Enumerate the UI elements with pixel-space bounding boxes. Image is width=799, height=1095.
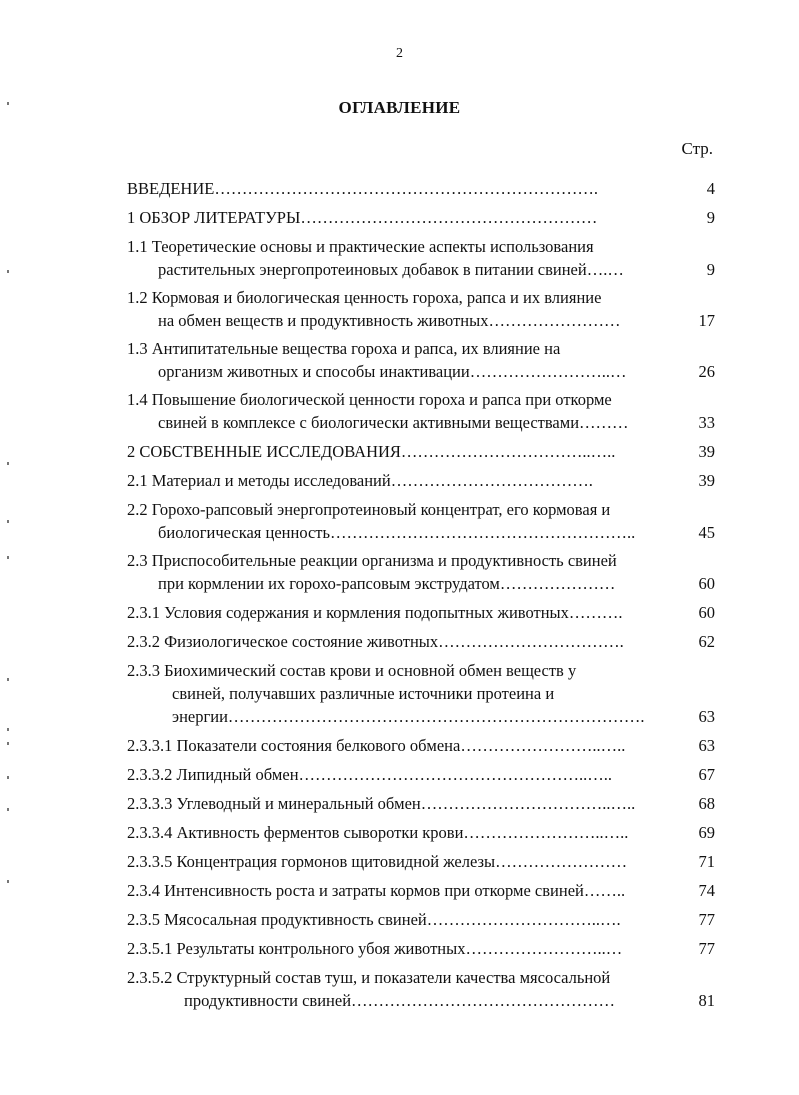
toc-entry-text: 2.3.3.2 Липидный обмен……………………………………………..….. xyxy=(127,765,613,784)
toc-entry-page: 68 xyxy=(698,794,715,813)
toc-entry-2-3-2 xyxy=(127,630,715,653)
toc-entry-1-2 xyxy=(127,286,715,332)
toc-entry-page: 77 xyxy=(698,939,715,958)
toc-entry-text: 2.3.3.4 Активность ферментов сыворотки крови……………………..….. xyxy=(127,823,629,842)
toc-entry-2-3-3-5 xyxy=(127,850,715,873)
toc-entry-text: 2.3.4 Интенсивность роста и затраты кормов при откорме свиней…….. xyxy=(127,881,626,900)
toc-entry-page: 60 xyxy=(698,574,715,593)
toc-entry-page: 71 xyxy=(698,852,715,871)
scan-artifact xyxy=(7,728,9,731)
toc-entry-2-3-3-2 xyxy=(127,763,715,786)
toc-entry-introduction xyxy=(127,177,715,200)
toc-entry-text: 2.2 Горохо-рапсовый энергопротеиновый концентрат, его кормовая и xyxy=(127,500,611,519)
toc-entry-2-3-3-4 xyxy=(127,821,715,844)
toc-entry-page: 39 xyxy=(698,471,715,490)
toc-entry-2-3-5-2 xyxy=(127,966,715,1012)
toc-entry-2-3-1 xyxy=(127,601,715,624)
toc-entry-page: 45 xyxy=(698,523,715,542)
toc-entry-page: 33 xyxy=(698,413,715,432)
toc-entry-text: 2.3.5.1 Результаты контрольного убоя животных……………………..… xyxy=(127,939,623,958)
toc-entry-text-continued: продуктивности свиней………………………………………… xyxy=(184,991,616,1010)
toc-entry-text: 1.2 Кормовая и биологическая ценность гороха, рапса и их влияние xyxy=(127,288,602,307)
toc-entry-page: 63 xyxy=(698,736,715,755)
toc-entry-text-continued: свиней в комплексе с биологически активными веществами……… xyxy=(158,413,629,432)
toc-entry-2-1 xyxy=(127,469,715,492)
toc-entry-1 xyxy=(127,206,715,229)
toc-entry-page: 81 xyxy=(698,991,715,1010)
toc-entry-text: 2.3.3.3 Углеводный и минеральный обмен……………………………..….. xyxy=(127,794,636,813)
scan-artifact xyxy=(7,742,9,745)
toc-entry-page: 69 xyxy=(698,823,715,842)
toc-entry-text: 2.3.3.1 Показатели состояния белкового обмена……………………..….. xyxy=(127,736,626,755)
toc-entry-page: 60 xyxy=(698,603,715,622)
toc-entry-2 xyxy=(127,440,715,463)
toc-entry-text-continued: энергии…………………………………………………………………. xyxy=(172,707,645,726)
toc-entry-page: 62 xyxy=(698,632,715,651)
toc-entry-text: 2.3 Приспособительные реакции организма и продуктивность свиней xyxy=(127,551,617,570)
scan-artifact xyxy=(7,880,9,883)
scan-artifact xyxy=(7,520,9,523)
toc-entry-text-continued: организм животных и способы инактивации……………………..… xyxy=(158,362,627,381)
scan-artifact xyxy=(7,556,9,559)
toc-entry-text-continued: при кормлении их горохо-рапсовым экструдатом………………… xyxy=(158,574,616,593)
table-of-contents xyxy=(127,177,715,1012)
toc-entry-text-continued: свиней, получавших различные источники протеина и xyxy=(172,684,555,703)
toc-entry-1-3 xyxy=(127,337,715,383)
page-number: 2 xyxy=(396,46,403,61)
toc-entry-text: 2.3.5 Мясосальная продуктивность свиней…………………………..…. xyxy=(127,910,621,929)
toc-entry-2-3-5 xyxy=(127,908,715,931)
toc-entry-text: 1.4 Повышение биологической ценности гороха и рапса при откорме xyxy=(127,390,612,409)
toc-entry-page: 77 xyxy=(698,910,715,929)
toc-entry-page: 9 xyxy=(706,260,715,279)
page-column-header: Стр. xyxy=(681,139,713,158)
toc-entry-text: 1.3 Антипитательные вещества гороха и рапса, их влияние на xyxy=(127,339,561,358)
toc-entry-1-1 xyxy=(127,235,715,281)
toc-entry-2-3-3 xyxy=(127,659,715,728)
scan-artifact xyxy=(7,270,9,273)
toc-entry-page: 17 xyxy=(698,311,715,330)
toc-entry-text: 2.3.2 Физиологическое состояние животных……………………………. xyxy=(127,632,624,651)
toc-entry-page: 4 xyxy=(706,179,715,198)
toc-entry-text: 2.3.1 Условия содержания и кормления подопытных животных………. xyxy=(127,603,623,622)
toc-entry-2-2 xyxy=(127,498,715,544)
toc-entry-text: 1.1 Теоретические основы и практические аспекты использования xyxy=(127,237,594,256)
scan-artifact xyxy=(7,462,9,465)
toc-entry-text: 1 ОБЗОР ЛИТЕРАТУРЫ……………………………………………… xyxy=(127,208,598,227)
toc-entry-page: 26 xyxy=(698,362,715,381)
scan-artifact xyxy=(7,678,9,681)
scan-artifact xyxy=(7,102,9,105)
toc-entry-text: 2.3.5.2 Структурный состав туш, и показатели качества мясосальной xyxy=(127,968,611,987)
toc-entry-page: 63 xyxy=(698,707,715,726)
toc-entry-page: 67 xyxy=(698,765,715,784)
scan-artifact xyxy=(7,776,9,779)
toc-entry-page: 39 xyxy=(698,442,715,461)
page-title: ОГЛАВЛЕНИЕ xyxy=(338,98,461,117)
scan-artifact xyxy=(7,808,9,811)
toc-entry-page: 74 xyxy=(698,881,715,900)
toc-entry-page: 9 xyxy=(706,208,715,227)
toc-entry-2-3-5-1 xyxy=(127,937,715,960)
toc-entry-text-continued: растительных энергопротеиновых добавок в питании свиней….… xyxy=(158,260,624,279)
toc-entry-text-continued: биологическая ценность……………………………………………….. xyxy=(158,523,636,542)
toc-entry-1-4 xyxy=(127,388,715,434)
toc-entry-text: 2.3.3.5 Концентрация гормонов щитовидной железы…………………… xyxy=(127,852,628,871)
toc-entry-2-3-3-3 xyxy=(127,792,715,815)
toc-entry-text: 2.1 Материал и методы исследований………………………………. xyxy=(127,471,593,490)
toc-entry-2-3-3-1 xyxy=(127,734,715,757)
toc-entry-text: 2 СОБСТВЕННЫЕ ИССЛЕДОВАНИЯ……………………………..….. xyxy=(127,442,616,461)
toc-entry-2-3 xyxy=(127,549,715,595)
toc-entry-text: ВВЕДЕНИЕ……………………………………………………………. xyxy=(127,179,598,198)
toc-entry-text-continued: на обмен веществ и продуктивность животных…………………… xyxy=(158,311,621,330)
toc-entry-text: 2.3.3 Биохимический состав крови и основной обмен веществ у xyxy=(127,661,577,680)
toc-entry-2-3-4 xyxy=(127,879,715,902)
